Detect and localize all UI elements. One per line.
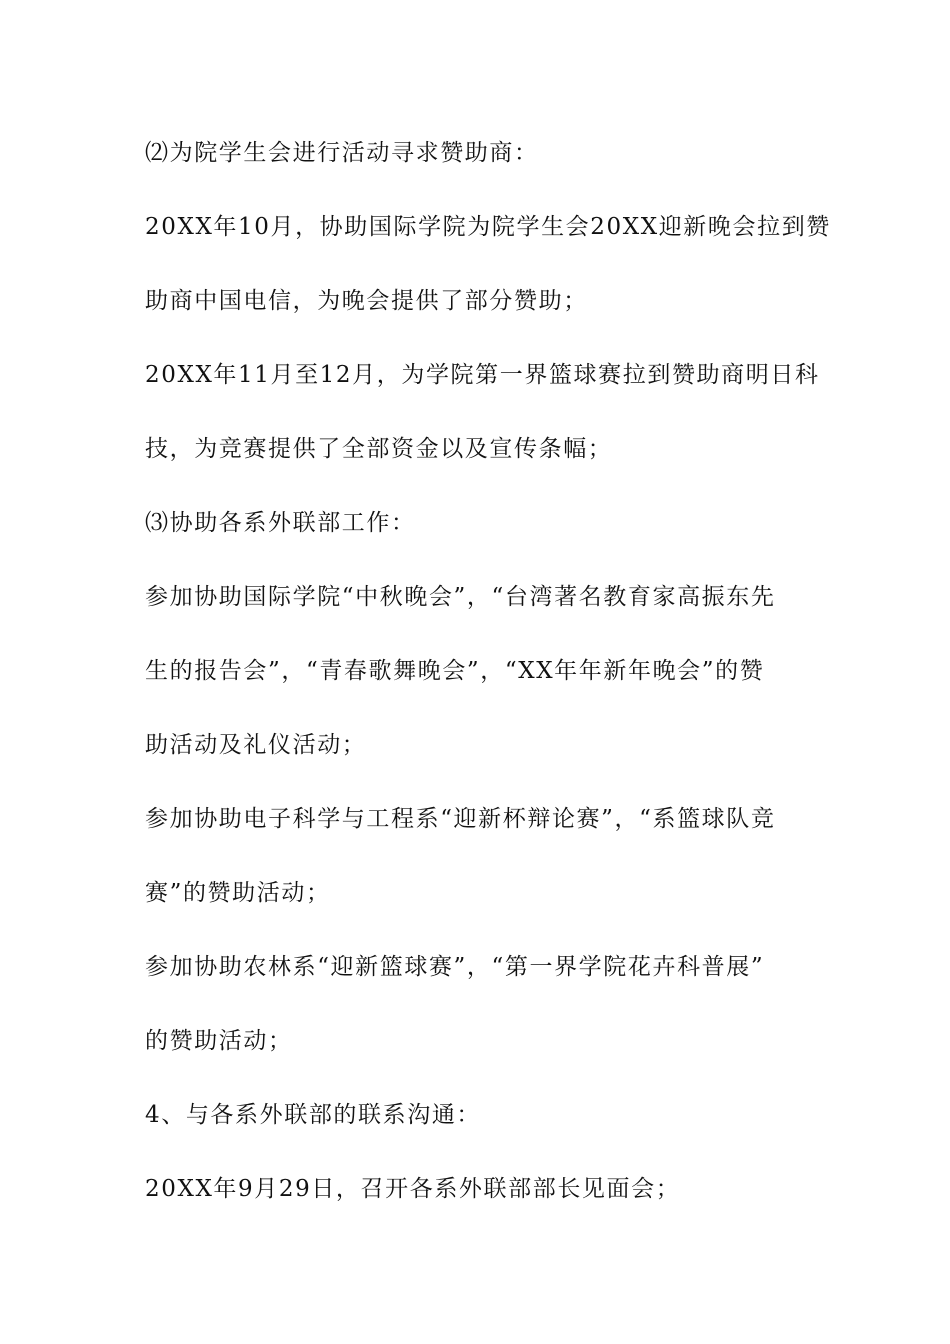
section-heading-sponsors: ⑵为院学生会进行活动寻求赞助商： bbox=[145, 140, 539, 166]
paragraph-line: 的赞助活动； bbox=[145, 1028, 293, 1054]
paragraph-line: 参加协助电子科学与工程系“迎新杯辩论赛”，“系篮球队竞 bbox=[145, 806, 776, 832]
paragraph-line: 技，为竞赛提供了全部资金以及宣传条幅； bbox=[145, 436, 613, 462]
paragraph-line: 参加协助国际学院“中秋晚会”，“台湾著名教育家高振东先 bbox=[145, 584, 776, 610]
paragraph-line: 助商中国电信，为晚会提供了部分赞助； bbox=[145, 288, 588, 314]
paragraph-line: 20XX年10月，协助国际学院为院学生会20XX迎新晚会拉到赞 bbox=[145, 214, 831, 240]
section-heading-communication: 4、与各系外联部的联系沟通： bbox=[145, 1102, 482, 1128]
section-heading-assist: ⑶协助各系外联部工作： bbox=[145, 510, 416, 536]
paragraph-line: 赛”的赞助活动； bbox=[145, 880, 331, 906]
paragraph-line: 20XX年11月至12月，为学院第一界篮球赛拉到赞助商明日科 bbox=[145, 362, 820, 388]
paragraph-line: 20XX年9月29日，召开各系外联部部长见面会； bbox=[145, 1176, 681, 1202]
paragraph-line: 参加协助农林系“迎新篮球赛”，“第一界学院花卉科普展” bbox=[145, 954, 765, 980]
paragraph-line: 生的报告会”，“青春歌舞晚会”，“XX年年新年晚会”的赞 bbox=[145, 658, 765, 684]
paragraph-line: 助活动及礼仪活动； bbox=[145, 732, 367, 758]
